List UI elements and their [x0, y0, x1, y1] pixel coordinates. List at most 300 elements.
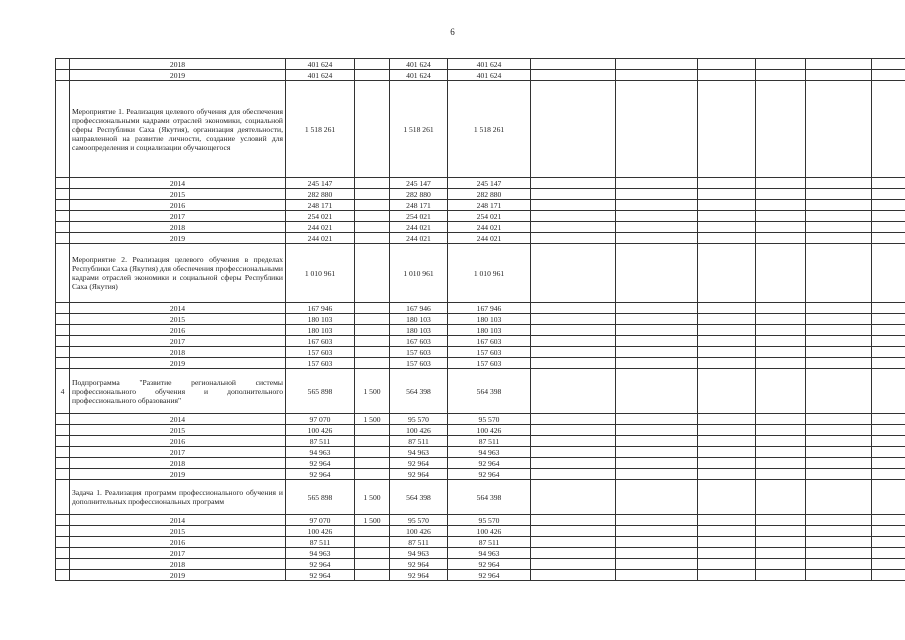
- republic-budget-sub-cell: 92 964: [448, 559, 531, 570]
- federal-budget-cell: [355, 81, 390, 178]
- empty-cell: [698, 548, 756, 559]
- empty-cell: [872, 537, 905, 548]
- republic-budget-cell: 100 426: [390, 526, 448, 537]
- year-cell: 2014: [70, 414, 286, 425]
- empty-cell: [806, 559, 872, 570]
- empty-cell: [872, 570, 905, 581]
- republic-budget-sub-cell: 167 946: [448, 303, 531, 314]
- republic-budget-sub-cell: 248 171: [448, 200, 531, 211]
- total-cell: 97 070: [286, 414, 355, 425]
- empty-cell: [806, 325, 872, 336]
- table-row-year: [56, 515, 905, 526]
- republic-budget-sub-cell: 282 880: [448, 189, 531, 200]
- table-row-year: [56, 314, 905, 325]
- empty-cell: [806, 414, 872, 425]
- empty-cell: [756, 469, 806, 480]
- total-cell: 245 147: [286, 178, 355, 189]
- empty-cell: [531, 189, 616, 200]
- year-cell: 2017: [70, 211, 286, 222]
- empty-cell: [616, 570, 698, 581]
- total-cell: 100 426: [286, 526, 355, 537]
- empty-cell: [531, 233, 616, 244]
- year-cell: 2019: [70, 469, 286, 480]
- total-cell: 1 010 961: [286, 244, 355, 303]
- empty-cell: [698, 515, 756, 526]
- total-cell: 254 021: [286, 211, 355, 222]
- year-cell: 2014: [70, 178, 286, 189]
- empty-cell: [806, 244, 872, 303]
- empty-cell: [616, 358, 698, 369]
- row-number-cell: [56, 480, 70, 515]
- table-row-year: [56, 358, 905, 369]
- republic-budget-sub-cell: 564 398: [448, 369, 531, 414]
- empty-cell: [616, 425, 698, 436]
- year-cell: 2016: [70, 200, 286, 211]
- empty-cell: [872, 70, 905, 81]
- empty-cell: [698, 59, 756, 70]
- total-cell: 92 964: [286, 469, 355, 480]
- total-cell: 244 021: [286, 233, 355, 244]
- empty-cell: [531, 211, 616, 222]
- empty-cell: [698, 347, 756, 358]
- table-row-year: [56, 447, 905, 458]
- empty-cell: [531, 570, 616, 581]
- republic-budget-cell: 92 964: [390, 458, 448, 469]
- empty-cell: [531, 59, 616, 70]
- table-row-description: [56, 369, 905, 414]
- year-cell: 2017: [70, 548, 286, 559]
- republic-budget-cell: 157 603: [390, 347, 448, 358]
- empty-cell: [698, 233, 756, 244]
- empty-cell: [531, 336, 616, 347]
- empty-cell: [756, 447, 806, 458]
- empty-cell: [872, 244, 905, 303]
- empty-cell: [806, 347, 872, 358]
- republic-budget-sub-cell: 1 010 961: [448, 244, 531, 303]
- republic-budget-sub-cell: 95 570: [448, 515, 531, 526]
- table-row-year: [56, 559, 905, 570]
- table-row-year: [56, 414, 905, 425]
- empty-cell: [616, 244, 698, 303]
- empty-cell: [872, 414, 905, 425]
- empty-cell: [698, 526, 756, 537]
- year-cell: 2018: [70, 559, 286, 570]
- empty-cell: [806, 358, 872, 369]
- empty-cell: [806, 425, 872, 436]
- total-cell: 92 964: [286, 458, 355, 469]
- empty-cell: [872, 425, 905, 436]
- empty-cell: [698, 336, 756, 347]
- republic-budget-sub-cell: 92 964: [448, 570, 531, 581]
- empty-cell: [698, 358, 756, 369]
- republic-budget-cell: 564 398: [390, 369, 448, 414]
- description-cell: Мероприятие 1. Реализация целевого обучения для обеспечения профессиональными кадрами отраслей экономики, социальной сферы Республики Саха (Якутия), организация деятельности, направленной на развитие личности, создание условий для самоопределения и социализации обучающегося: [70, 81, 286, 178]
- empty-cell: [756, 189, 806, 200]
- empty-cell: [872, 358, 905, 369]
- republic-budget-sub-cell: 244 021: [448, 233, 531, 244]
- row-number-cell: [56, 358, 70, 369]
- federal-budget-cell: [355, 303, 390, 314]
- year-cell: 2018: [70, 347, 286, 358]
- table-row-year: [56, 178, 905, 189]
- federal-budget-cell: [355, 425, 390, 436]
- empty-cell: [756, 211, 806, 222]
- empty-cell: [872, 458, 905, 469]
- empty-cell: [756, 178, 806, 189]
- year-cell: 2015: [70, 526, 286, 537]
- empty-cell: [756, 70, 806, 81]
- row-number-cell: [56, 537, 70, 548]
- empty-cell: [806, 469, 872, 480]
- row-number-cell: [56, 200, 70, 211]
- federal-budget-cell: [355, 526, 390, 537]
- empty-cell: [531, 458, 616, 469]
- empty-cell: [698, 303, 756, 314]
- year-cell: 2017: [70, 336, 286, 347]
- table-row-year: [56, 436, 905, 447]
- year-cell: 2019: [70, 233, 286, 244]
- year-cell: 2014: [70, 303, 286, 314]
- republic-budget-cell: 1 518 261: [390, 81, 448, 178]
- year-cell: 2019: [70, 570, 286, 581]
- total-cell: 92 964: [286, 570, 355, 581]
- empty-cell: [531, 325, 616, 336]
- empty-cell: [806, 233, 872, 244]
- empty-cell: [806, 314, 872, 325]
- row-number-cell: [56, 336, 70, 347]
- year-cell: 2015: [70, 189, 286, 200]
- empty-cell: [806, 200, 872, 211]
- total-cell: 87 511: [286, 436, 355, 447]
- empty-cell: [756, 314, 806, 325]
- federal-budget-cell: [355, 325, 390, 336]
- empty-cell: [756, 325, 806, 336]
- empty-cell: [872, 81, 905, 178]
- empty-cell: [531, 548, 616, 559]
- empty-cell: [872, 303, 905, 314]
- empty-cell: [616, 537, 698, 548]
- empty-cell: [698, 244, 756, 303]
- empty-cell: [872, 59, 905, 70]
- empty-cell: [616, 414, 698, 425]
- empty-cell: [756, 81, 806, 178]
- year-cell: 2016: [70, 537, 286, 548]
- total-cell: 180 103: [286, 325, 355, 336]
- empty-cell: [756, 526, 806, 537]
- empty-cell: [872, 436, 905, 447]
- row-number-cell: [56, 469, 70, 480]
- empty-cell: [616, 81, 698, 178]
- table-row-year: [56, 200, 905, 211]
- empty-cell: [616, 314, 698, 325]
- republic-budget-cell: 157 603: [390, 358, 448, 369]
- table-row-description: [56, 244, 905, 303]
- republic-budget-cell: 180 103: [390, 314, 448, 325]
- empty-cell: [872, 480, 905, 515]
- empty-cell: [698, 480, 756, 515]
- total-cell: 167 603: [286, 336, 355, 347]
- table-row-year: [56, 458, 905, 469]
- year-cell: 2015: [70, 314, 286, 325]
- republic-budget-sub-cell: 245 147: [448, 178, 531, 189]
- row-number-cell: 4: [56, 369, 70, 414]
- empty-cell: [756, 369, 806, 414]
- empty-cell: [698, 458, 756, 469]
- empty-cell: [698, 314, 756, 325]
- empty-cell: [806, 515, 872, 526]
- empty-cell: [806, 369, 872, 414]
- row-number-cell: [56, 559, 70, 570]
- empty-cell: [872, 548, 905, 559]
- empty-cell: [872, 233, 905, 244]
- empty-cell: [698, 570, 756, 581]
- row-number-cell: [56, 244, 70, 303]
- republic-budget-cell: 94 963: [390, 548, 448, 559]
- republic-budget-cell: 254 021: [390, 211, 448, 222]
- row-number-cell: [56, 548, 70, 559]
- year-cell: 2019: [70, 70, 286, 81]
- empty-cell: [756, 570, 806, 581]
- row-number-cell: [56, 81, 70, 178]
- description-cell: Мероприятие 2. Реализация целевого обучения в пределах Республики Саха (Якутия) для обеспечения профессиональными кадрами отраслей экономики и социальной сферы Республики Саха (Якутия): [70, 244, 286, 303]
- federal-budget-cell: 1 500: [355, 369, 390, 414]
- total-cell: 167 946: [286, 303, 355, 314]
- empty-cell: [806, 537, 872, 548]
- budget-table: [55, 58, 905, 581]
- federal-budget-cell: [355, 447, 390, 458]
- republic-budget-cell: 244 021: [390, 222, 448, 233]
- year-cell: 2019: [70, 358, 286, 369]
- empty-cell: [806, 436, 872, 447]
- empty-cell: [616, 189, 698, 200]
- federal-budget-cell: [355, 458, 390, 469]
- year-cell: 2018: [70, 458, 286, 469]
- empty-cell: [531, 303, 616, 314]
- empty-cell: [698, 222, 756, 233]
- table-body: [56, 59, 905, 581]
- total-cell: 244 021: [286, 222, 355, 233]
- empty-cell: [872, 447, 905, 458]
- total-cell: 97 070: [286, 515, 355, 526]
- total-cell: 157 603: [286, 347, 355, 358]
- empty-cell: [806, 222, 872, 233]
- row-number-cell: [56, 526, 70, 537]
- empty-cell: [756, 548, 806, 559]
- empty-cell: [872, 469, 905, 480]
- row-number-cell: [56, 325, 70, 336]
- federal-budget-cell: [355, 436, 390, 447]
- federal-budget-cell: [355, 211, 390, 222]
- empty-cell: [531, 222, 616, 233]
- empty-cell: [616, 458, 698, 469]
- empty-cell: [872, 526, 905, 537]
- empty-cell: [806, 447, 872, 458]
- row-number-cell: [56, 303, 70, 314]
- total-cell: 401 624: [286, 70, 355, 81]
- empty-cell: [756, 222, 806, 233]
- empty-cell: [756, 414, 806, 425]
- empty-cell: [698, 211, 756, 222]
- empty-cell: [616, 211, 698, 222]
- empty-cell: [531, 559, 616, 570]
- total-cell: 92 964: [286, 559, 355, 570]
- federal-budget-cell: [355, 222, 390, 233]
- total-cell: 94 963: [286, 548, 355, 559]
- empty-cell: [698, 200, 756, 211]
- republic-budget-cell: 564 398: [390, 480, 448, 515]
- total-cell: 565 898: [286, 369, 355, 414]
- table-row-year: [56, 570, 905, 581]
- empty-cell: [806, 189, 872, 200]
- total-cell: 87 511: [286, 537, 355, 548]
- federal-budget-cell: [355, 559, 390, 570]
- federal-budget-cell: [355, 314, 390, 325]
- empty-cell: [872, 325, 905, 336]
- empty-cell: [806, 178, 872, 189]
- row-number-cell: [56, 425, 70, 436]
- empty-cell: [531, 347, 616, 358]
- empty-cell: [806, 458, 872, 469]
- republic-budget-sub-cell: 244 021: [448, 222, 531, 233]
- description-cell: Подпрограмма "Развитие региональной системы профессионального обучения и дополнительного профессионального образования": [70, 369, 286, 414]
- empty-cell: [616, 480, 698, 515]
- empty-cell: [531, 200, 616, 211]
- table-row-year: [56, 233, 905, 244]
- year-cell: 2016: [70, 436, 286, 447]
- empty-cell: [806, 303, 872, 314]
- empty-cell: [616, 325, 698, 336]
- empty-cell: [872, 515, 905, 526]
- row-number-cell: [56, 222, 70, 233]
- empty-cell: [872, 189, 905, 200]
- empty-cell: [616, 559, 698, 570]
- empty-cell: [616, 469, 698, 480]
- republic-budget-cell: 167 946: [390, 303, 448, 314]
- federal-budget-cell: [355, 178, 390, 189]
- empty-cell: [872, 314, 905, 325]
- empty-cell: [531, 414, 616, 425]
- empty-cell: [756, 358, 806, 369]
- empty-cell: [698, 414, 756, 425]
- empty-cell: [756, 559, 806, 570]
- republic-budget-cell: 167 603: [390, 336, 448, 347]
- table-row-year: [56, 548, 905, 559]
- total-cell: 248 171: [286, 200, 355, 211]
- empty-cell: [698, 81, 756, 178]
- republic-budget-sub-cell: 167 603: [448, 336, 531, 347]
- republic-budget-cell: 92 964: [390, 559, 448, 570]
- table-row-year: [56, 537, 905, 548]
- federal-budget-cell: [355, 469, 390, 480]
- empty-cell: [872, 178, 905, 189]
- republic-budget-cell: 95 570: [390, 515, 448, 526]
- republic-budget-cell: 245 147: [390, 178, 448, 189]
- republic-budget-sub-cell: 157 603: [448, 347, 531, 358]
- republic-budget-cell: 94 963: [390, 447, 448, 458]
- table-row-year: [56, 59, 905, 70]
- row-number-cell: [56, 414, 70, 425]
- republic-budget-sub-cell: 1 518 261: [448, 81, 531, 178]
- empty-cell: [616, 515, 698, 526]
- total-cell: 100 426: [286, 425, 355, 436]
- federal-budget-cell: [355, 244, 390, 303]
- total-cell: 282 880: [286, 189, 355, 200]
- year-cell: 2014: [70, 515, 286, 526]
- empty-cell: [616, 59, 698, 70]
- republic-budget-cell: 95 570: [390, 414, 448, 425]
- year-cell: 2018: [70, 222, 286, 233]
- empty-cell: [616, 200, 698, 211]
- row-number-cell: [56, 314, 70, 325]
- federal-budget-cell: [355, 336, 390, 347]
- empty-cell: [756, 458, 806, 469]
- republic-budget-cell: 100 426: [390, 425, 448, 436]
- page-number: 6: [450, 27, 455, 37]
- federal-budget-cell: [355, 537, 390, 548]
- empty-cell: [616, 222, 698, 233]
- empty-cell: [531, 515, 616, 526]
- empty-cell: [872, 347, 905, 358]
- republic-budget-sub-cell: 254 021: [448, 211, 531, 222]
- federal-budget-cell: [355, 189, 390, 200]
- empty-cell: [616, 347, 698, 358]
- empty-cell: [756, 480, 806, 515]
- republic-budget-cell: 248 171: [390, 200, 448, 211]
- republic-budget-cell: 401 624: [390, 59, 448, 70]
- year-cell: 2018: [70, 59, 286, 70]
- empty-cell: [756, 515, 806, 526]
- empty-cell: [616, 526, 698, 537]
- republic-budget-sub-cell: 87 511: [448, 436, 531, 447]
- empty-cell: [531, 178, 616, 189]
- empty-cell: [698, 436, 756, 447]
- table-row-year: [56, 526, 905, 537]
- republic-budget-sub-cell: 87 511: [448, 537, 531, 548]
- empty-cell: [531, 537, 616, 548]
- row-number-cell: [56, 211, 70, 222]
- year-cell: 2015: [70, 425, 286, 436]
- empty-cell: [756, 336, 806, 347]
- table-row-description: [56, 480, 905, 515]
- year-cell: 2016: [70, 325, 286, 336]
- total-cell: 1 518 261: [286, 81, 355, 178]
- table-row-year: [56, 347, 905, 358]
- table-row-year: [56, 469, 905, 480]
- empty-cell: [531, 526, 616, 537]
- republic-budget-sub-cell: 401 624: [448, 59, 531, 70]
- republic-budget-cell: 180 103: [390, 325, 448, 336]
- empty-cell: [806, 70, 872, 81]
- federal-budget-cell: [355, 233, 390, 244]
- republic-budget-sub-cell: 94 963: [448, 447, 531, 458]
- empty-cell: [698, 425, 756, 436]
- federal-budget-cell: [355, 347, 390, 358]
- republic-budget-cell: 401 624: [390, 70, 448, 81]
- empty-cell: [531, 70, 616, 81]
- empty-cell: [806, 336, 872, 347]
- empty-cell: [806, 81, 872, 178]
- republic-budget-sub-cell: 100 426: [448, 526, 531, 537]
- federal-budget-cell: [355, 358, 390, 369]
- republic-budget-cell: 92 964: [390, 570, 448, 581]
- row-number-cell: [56, 447, 70, 458]
- row-number-cell: [56, 189, 70, 200]
- row-number-cell: [56, 458, 70, 469]
- row-number-cell: [56, 178, 70, 189]
- empty-cell: [698, 178, 756, 189]
- row-number-cell: [56, 59, 70, 70]
- empty-cell: [616, 548, 698, 559]
